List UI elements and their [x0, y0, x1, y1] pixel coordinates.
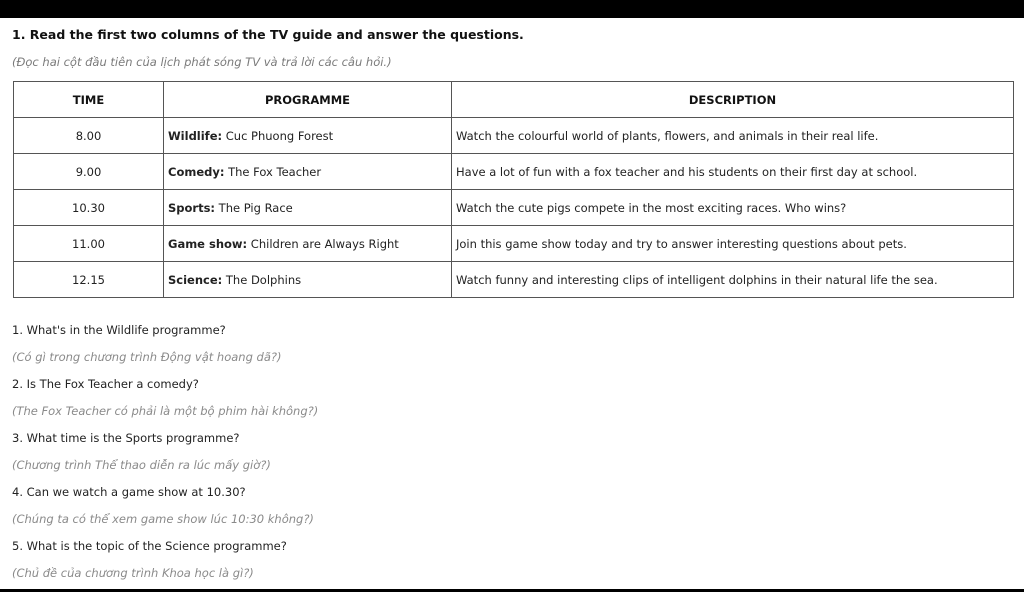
- table-header-row: [14, 82, 1014, 118]
- programme-genre: Comedy:: [168, 164, 225, 179]
- question-translation: (The Fox Teacher có phải là một bộ phim hài không?): [12, 404, 319, 418]
- cell-time: 8.00: [14, 118, 164, 154]
- programme-title: The Fox Teacher: [224, 164, 322, 179]
- table-row: [14, 226, 1014, 262]
- question-text: 5. What is the topic of the Science programme?: [12, 539, 287, 553]
- question-text: 3. What time is the Sports programme?: [12, 431, 240, 445]
- table-row: [14, 118, 1014, 154]
- programme-genre: Sports:: [168, 200, 216, 215]
- tv-guide-table: [13, 81, 1014, 298]
- cell-programme: [164, 118, 452, 154]
- cell-time: 10.30: [14, 190, 164, 226]
- programme-title: Children are Always Right: [247, 236, 399, 251]
- question-translation: (Có gì trong chương trình Động vật hoang dã?): [12, 350, 282, 364]
- question-text: 4. Can we watch a game show at 10.30?: [12, 485, 246, 499]
- cell-programme: [164, 262, 452, 298]
- programme-title: Cuc Phuong Forest: [222, 128, 334, 143]
- question-text: 1. What's in the Wildlife programme?: [12, 323, 226, 337]
- exercise-heading-translation: (Đọc hai cột đầu tiên của lịch phát sóng TV và trả lời các câu hỏi.): [12, 55, 392, 69]
- question-translation: (Chương trình Thể thao diễn ra lúc mấy giờ?): [12, 458, 271, 472]
- table-row: [14, 190, 1014, 226]
- programme-genre: Game show:: [168, 236, 248, 251]
- cell-description: Have a lot of fun with a fox teacher and his students on their first day at school.: [452, 154, 1014, 190]
- top-black-bar: [0, 0, 1024, 18]
- cell-programme: [164, 226, 452, 262]
- table-row: [14, 154, 1014, 190]
- cell-description: Join this game show today and try to answer interesting questions about pets.: [452, 226, 1014, 262]
- cell-time: 11.00: [14, 226, 164, 262]
- table-row: [14, 262, 1014, 298]
- programme-title: The Pig Race: [215, 200, 293, 215]
- cell-description: Watch the colourful world of plants, flowers, and animals in their real life.: [452, 118, 1014, 154]
- header-description: DESCRIPTION: [452, 82, 1014, 118]
- exercise-heading: 1. Read the first two columns of the TV guide and answer the questions.: [12, 27, 524, 42]
- header-programme: PROGRAMME: [164, 82, 452, 118]
- question-text: 2. Is The Fox Teacher a comedy?: [12, 377, 199, 391]
- header-time: TIME: [14, 82, 164, 118]
- cell-time: 12.15: [14, 262, 164, 298]
- question-translation: (Chúng ta có thể xem game show lúc 10:30 không?): [12, 512, 314, 526]
- cell-programme: [164, 154, 452, 190]
- programme-title: The Dolphins: [222, 272, 302, 287]
- cell-description: Watch funny and interesting clips of intelligent dolphins in their natural life the sea.: [452, 262, 1014, 298]
- programme-genre: Science:: [168, 272, 223, 287]
- cell-programme: [164, 190, 452, 226]
- cell-description: Watch the cute pigs compete in the most exciting races. Who wins?: [452, 190, 1014, 226]
- question-list: [12, 320, 912, 590]
- question-translation: (Chủ đề của chương trình Khoa học là gì?): [12, 566, 254, 580]
- programme-genre: Wildlife:: [168, 128, 223, 143]
- cell-time: 9.00: [14, 154, 164, 190]
